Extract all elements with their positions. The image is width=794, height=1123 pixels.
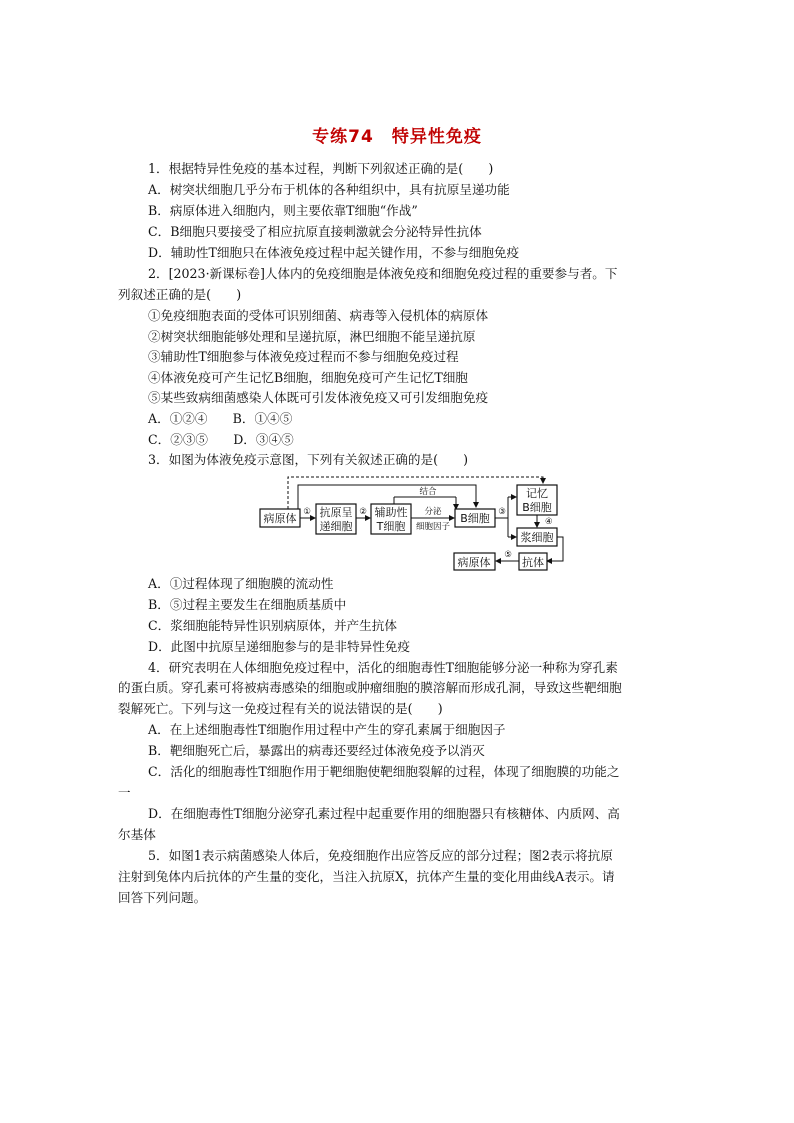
bind-label: 结合 [419, 487, 437, 497]
q2-statement-4: ④体液免疫可产生记忆B细胞，细胞免疫可产生记忆T细胞 [148, 370, 468, 385]
q5-stem-line3: 回答下列问题。 [118, 890, 207, 905]
q2-stem-line2: 列叙述正确的是( ) [118, 287, 242, 302]
q2-statement-1: ①免疫细胞表面的受体可识别细菌、病毒等入侵机体的病原体 [148, 308, 489, 323]
pathogen-right-label: 病原体 [457, 556, 491, 569]
step2-label: ② [359, 507, 367, 517]
page-title: 专练74 特异性免疫 [312, 127, 482, 147]
q3-option-b: B．⑤过程主要发生在细胞质基质中 [148, 597, 347, 612]
pathogen-left-label: 病原体 [263, 512, 297, 525]
plasma-label: 浆细胞 [520, 531, 554, 544]
q1-option-c: C．B细胞只要接受了相应抗原直接刺激就会分泌特异性抗体 [148, 224, 482, 239]
apc-label-line1: 抗原呈 [319, 506, 353, 519]
cytokine-label: 细胞因子 [415, 522, 451, 532]
q2-stem-line1: 2．[2023·新课标卷]人体内的免疫细胞是体液免疫和细胞免疫过程的重要参与者。下 [148, 266, 618, 281]
q2-options-row1: A．①②④ B．①④⑤ [148, 411, 293, 426]
apc-label-line2: 递细胞 [319, 520, 353, 533]
q3-option-d: D．此图中抗原呈递细胞参与的是非特异性免疫 [148, 639, 410, 654]
q2-statement-5: ⑤某些致病细菌感染人体既可引发体液免疫又可引发细胞免疫 [148, 390, 489, 405]
q4-stem-line2: 的蛋白质。穿孔素可将被病毒感染的细胞或肿瘤细胞的膜溶解而形成孔洞，导致这些靶细胞 [118, 680, 622, 695]
memory-b-label-line2: B细胞 [522, 501, 552, 514]
q5-stem-line1: 5．如图1表示病菌感染人体后，免疫细胞作出应答反应的部分过程；图2表示将抗原 [148, 848, 613, 863]
humoral-immunity-diagram [258, 475, 568, 573]
q3-option-c: C．浆细胞能特异性识别病原体，并产生抗体 [148, 618, 397, 633]
q5-stem-line2: 注射到兔体内后抗体的产生量的变化，当注入抗原X，抗体产生量的变化用曲线A表示。请 [118, 869, 615, 884]
q3-stem: 3．如图为体液免疫示意图，下列有关叙述正确的是( ) [148, 452, 469, 467]
q3-option-a: A．①过程体现了细胞膜的流动性 [148, 576, 334, 591]
step5-label: ⑤ [504, 550, 512, 560]
step3-label: ③ [498, 507, 506, 517]
step1-label: ① [303, 507, 311, 517]
q4-option-d-line2: 尔基体 [118, 827, 156, 842]
q4-option-a: A．在上述细胞毒性T细胞作用过程中产生的穿孔素属于细胞因子 [148, 722, 506, 737]
q1-option-a: A．树突状细胞几乎分布于机体的各种组织中，具有抗原呈递功能 [148, 182, 510, 197]
antibody-label: 抗体 [522, 556, 544, 569]
q2-statement-2: ②树突状细胞能够处理和呈递抗原，淋巴细胞不能呈递抗原 [148, 329, 476, 344]
q4-stem-line1: 4．研究表明在人体细胞免疫过程中，活化的细胞毒性T细胞能够分泌一种称为穿孔素 [148, 660, 618, 675]
bcell-label: B细胞 [460, 512, 490, 525]
secrete-label: 分泌 [424, 507, 442, 517]
q4-option-c-line2: 一 [118, 785, 131, 800]
q4-stem-line3: 裂解死亡。下列与这一免疫过程有关的说法错误的是( ) [118, 701, 443, 716]
q1-stem: 1．根据特异性免疫的基本过程，判断下列叙述正确的是( ) [148, 161, 494, 176]
q1-option-b: B．病原体进入细胞内，则主要依靠T细胞“作战” [148, 203, 418, 218]
step4-label: ④ [545, 517, 553, 527]
q4-option-c-line1: C．活化的细胞毒性T细胞作用于靶细胞使靶细胞裂解的过程，体现了细胞膜的功能之 [148, 764, 620, 779]
q2-options-row2: C．②③⑤ D．③④⑤ [148, 432, 294, 447]
q1-option-d: D．辅助性T细胞只在体液免疫过程中起关键作用，不参与细胞免疫 [148, 245, 520, 260]
memory-b-label-line1: 记忆 [526, 487, 548, 500]
helper-t-label-line2: T细胞 [376, 520, 406, 533]
q4-option-b: B．靶细胞死亡后，暴露出的病毒还要经过体液免疫予以消灭 [148, 743, 485, 758]
helper-t-label-line1: 辅助性 [374, 506, 408, 519]
q4-option-d-line1: D．在细胞毒性T细胞分泌穿孔素过程中起重要作用的细胞器只有核糖体、内质网、高 [148, 806, 620, 821]
q2-statement-3: ③辅助性T细胞参与体液免疫过程而不参与细胞免疫过程 [148, 349, 459, 364]
